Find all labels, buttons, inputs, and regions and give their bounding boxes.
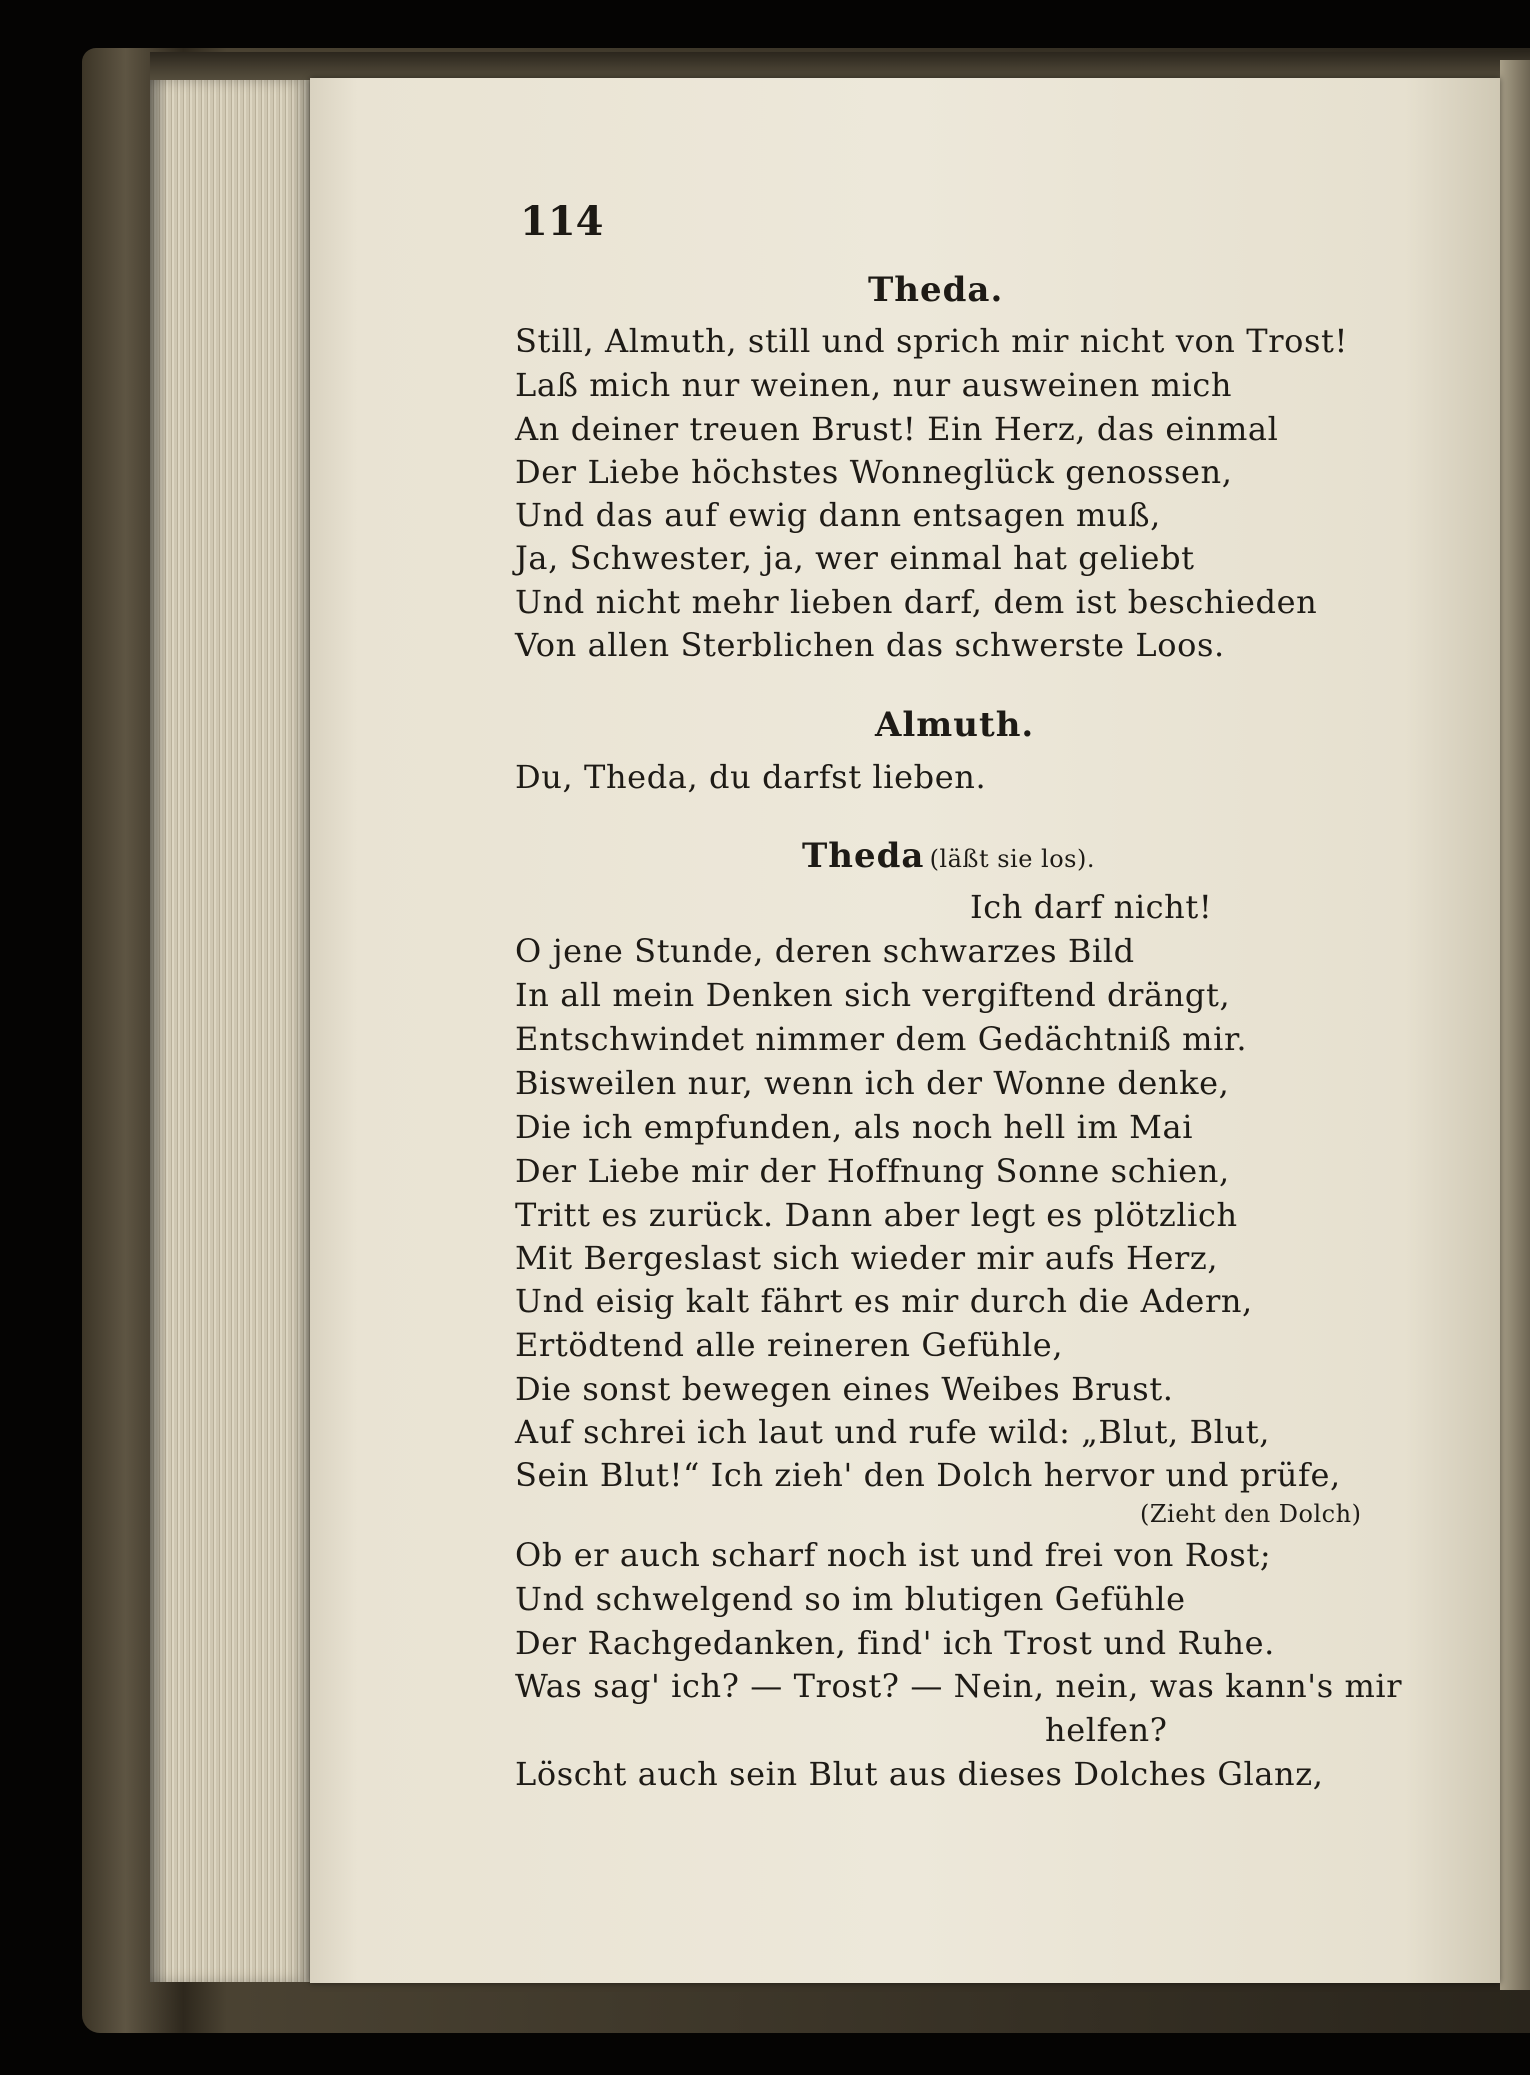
verse-line: Still, Almuth, still und sprich mir nicht von Trost! [515,322,1348,360]
verse-line: Löscht auch sein Blut aus dieses Dolches Glanz, [515,1755,1324,1793]
verse-line: Die ich empfunden, als noch hell im Mai [515,1108,1194,1146]
verse-line: Was sag' ich? — Trost? — Nein, nein, was kann's mir [515,1667,1403,1705]
stage-direction: (läßt sie los). [929,845,1095,873]
page-edges-shadow [150,80,168,1982]
verse-line: Mit Bergeslast sich wieder mir aufs Herz, [515,1239,1219,1277]
verse-line: Der Rachgedanken, find' ich Trost und Ruhe. [515,1624,1275,1662]
verse-line: Sein Blut!“ Ich zieh' den Dolch hervor und prüfe, [515,1456,1341,1494]
verse-line: Von allen Sterblichen das schwerste Loos. [515,626,1225,664]
verse-line: Auf schrei ich laut und rufe wild: „Blut, Blut, [515,1413,1270,1451]
speaker-heading: Theda. [868,270,1004,310]
verse-line: Der Liebe mir der Hoffnung Sonne schien, [515,1152,1230,1190]
facing-page-edge [1500,60,1530,1990]
verse-line: Du, Theda, du darfst lieben. [515,758,987,796]
verse-line: Ertödtend alle reineren Gefühle, [515,1326,1064,1364]
speaker-name: Theda [802,836,925,876]
verse-line: Ich darf nicht! [970,888,1213,926]
verse-line: Der Liebe höchstes Wonneglück genossen, [515,453,1233,491]
speaker-heading-with-direction [802,836,1095,876]
verse-line: Ob er auch scharf noch ist und frei von Rost; [515,1536,1272,1574]
page-edges [150,80,310,1982]
verse-line: Und nicht mehr lieben darf, dem ist beschieden [515,583,1318,621]
verse-line: helfen? [1045,1711,1168,1749]
verse-line: Ja, Schwester, ja, wer einmal hat geliebt [515,539,1195,577]
verse-line: Laß mich nur weinen, nur ausweinen mich [515,366,1233,404]
verse-line: Und eisig kalt fährt es mir durch die Adern, [515,1282,1253,1320]
verse-line: Die sonst bewegen eines Weibes Brust. [515,1370,1174,1408]
page-number: 114 [520,198,604,245]
verse-line: Und das auf ewig dann entsagen muß, [515,496,1161,534]
verse-line: Entschwindet nimmer dem Gedächtniß mir. [515,1020,1248,1058]
stage-direction: (Zieht den Dolch) [1140,1500,1362,1528]
verse-line: Tritt es zurück. Dann aber legt es plötzlich [515,1196,1238,1234]
verse-line: Bisweilen nur, wenn ich der Wonne denke, [515,1064,1230,1102]
verse-line: Und schwelgend so im blutigen Gefühle [515,1580,1186,1618]
verse-line: O jene Stunde, deren schwarzes Bild [515,932,1135,970]
speaker-heading: Almuth. [875,705,1035,745]
verse-line: An deiner treuen Brust! Ein Herz, das einmal [515,410,1279,448]
verse-line: In all mein Denken sich vergiftend drängt, [515,976,1231,1014]
